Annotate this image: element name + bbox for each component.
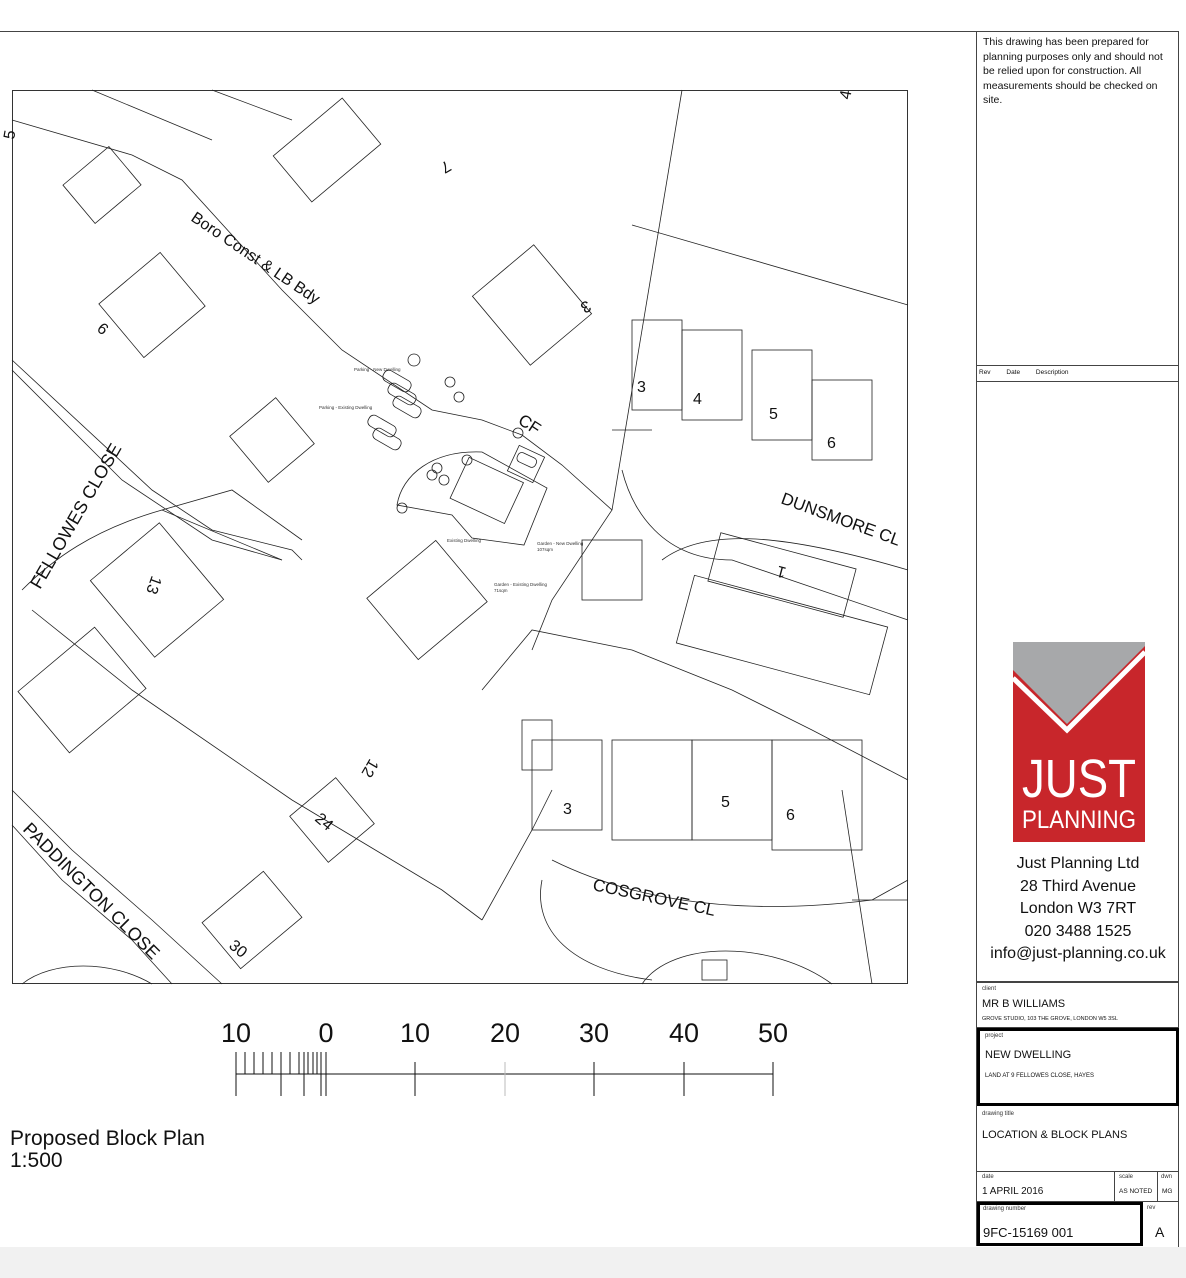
- house-number: 30: [225, 937, 250, 962]
- scale-ticks: [236, 1052, 773, 1096]
- house-number: 6: [93, 320, 112, 339]
- label-dunsmore-cl: DUNSMORE CL: [778, 488, 904, 550]
- company-email: info@just-planning.co.uk: [990, 945, 1166, 962]
- scale-label: 10: [220, 1018, 252, 1048]
- label-cosgrove-cl: COSGROVE CL: [591, 875, 718, 920]
- rev-label: rev: [1147, 1205, 1156, 1211]
- scale-label: 20: [489, 1018, 521, 1048]
- plan-title-scale: 1:500: [10, 1149, 63, 1172]
- house-number: 3: [637, 379, 646, 396]
- annotation-garden-new: Garden - New Dwelling: [537, 541, 584, 546]
- company-address-2: London W3 7RT: [1019, 900, 1137, 917]
- house-number: 6: [786, 807, 795, 824]
- rev-value: A: [1155, 1224, 1165, 1240]
- project-site: LAND AT 9 FELLOWES CLOSE, HAYES: [985, 1073, 1095, 1079]
- scale-label: 40: [668, 1018, 700, 1048]
- house-number: 1: [775, 561, 789, 581]
- scale-label: 50: [757, 1018, 789, 1048]
- scale-bar: [200, 1010, 820, 1110]
- drawing-number: 9FC-15169 001: [983, 1225, 1074, 1240]
- logo-text-just: JUST: [1022, 749, 1136, 809]
- annotation-garden-existing-area: 71sqm: [494, 588, 508, 593]
- annotation-garden-new-area: 107sqm: [537, 547, 554, 552]
- house-number: 4: [693, 391, 702, 408]
- just-planning-logo: [1013, 642, 1145, 842]
- annotation-existing-dwelling: Existing Dwelling: [447, 538, 482, 543]
- house-number: 6: [827, 435, 836, 452]
- client-cell: [977, 982, 1179, 1028]
- annotation-garden-existing: Garden - Existing Dwelling: [494, 582, 548, 587]
- scale-label: 30: [578, 1018, 610, 1048]
- title-block: [976, 31, 1179, 1246]
- company-phone: 020 3488 1525: [1024, 922, 1132, 940]
- house-number: 4: [837, 88, 856, 101]
- drawing-number-box: [977, 1202, 1143, 1246]
- label-cf: CF: [514, 410, 545, 439]
- drawing-number-row: [977, 1202, 1179, 1246]
- drawing-title-label: drawing title: [982, 1111, 1015, 1117]
- drawing-title-cell: [977, 1106, 1179, 1172]
- house-number: 12: [357, 756, 382, 780]
- house-number: 3: [577, 296, 594, 316]
- logo-text-planning: PLANNING: [1022, 806, 1136, 834]
- scale-label: 10: [399, 1018, 431, 1048]
- house-numbers: [1, 89, 855, 962]
- project-label: project: [985, 1033, 1004, 1039]
- house-number: 5: [769, 406, 778, 423]
- project-cell: [977, 1028, 1179, 1106]
- date-value: 1 APRIL 2016: [982, 1186, 1044, 1197]
- plan-title-name: Proposed Block Plan: [10, 1127, 205, 1150]
- house-number: 5: [721, 794, 730, 811]
- client-label: client: [982, 986, 997, 992]
- house-number: 3: [563, 801, 572, 818]
- label-boro-const: Boro Const & LB Bdy: [187, 209, 323, 308]
- house-number: 13: [142, 573, 165, 597]
- drawing-number-label: drawing number: [983, 1206, 1027, 1212]
- annotation-parking-new: Parking - New Dwelling: [354, 367, 401, 372]
- client-name: MR B WILLIAMS: [982, 998, 1066, 1010]
- new-dwelling-site: [366, 354, 547, 545]
- house-number: 5: [1, 128, 20, 141]
- date-label: date: [982, 1174, 994, 1180]
- scale-label-tb: scale: [1119, 1174, 1134, 1180]
- project-name: NEW DWELLING: [985, 1049, 1072, 1061]
- viewer-footer: [0, 1247, 1186, 1278]
- rev-header-description: Description: [1035, 369, 1069, 376]
- scale-label: 0: [318, 1018, 334, 1048]
- block-plan-map: [1, 88, 908, 984]
- client-address: GROVE STUDIO, 103 THE GROVE, LONDON W5 3SL: [982, 1016, 1118, 1022]
- drawing-title: LOCATION & BLOCK PLANS: [982, 1129, 1128, 1141]
- disclaimer: This drawing has been prepared for planning purposes only and should not be relied upon for construction. All measurements should be checked on site.: [977, 31, 1179, 366]
- label-paddington-close: PADDINGTON CLOSE: [19, 818, 164, 964]
- scale-labels: [221, 1018, 788, 1048]
- scale-value: AS NOTED: [1119, 1188, 1153, 1195]
- house-number: 24: [311, 810, 336, 835]
- date-scale-row: [977, 1172, 1179, 1202]
- revision-header: [977, 366, 1179, 382]
- drawn-value: MG: [1162, 1188, 1173, 1195]
- company-address-1: 28 Third Avenue: [1020, 877, 1136, 895]
- company-name: Just Planning Ltd: [1016, 855, 1140, 872]
- drawn-label: dwn: [1161, 1174, 1173, 1180]
- rev-header-date: Date: [1006, 369, 1021, 376]
- rev-header-rev: Rev: [979, 369, 991, 376]
- plan-title: [10, 1128, 205, 1172]
- house-number: 7: [437, 156, 454, 176]
- label-fellowes-close: FELLOWES CLOSE: [26, 439, 126, 592]
- company-details: [977, 853, 1179, 966]
- annotation-parking-existing: Parking - Existing Dwelling: [319, 405, 373, 410]
